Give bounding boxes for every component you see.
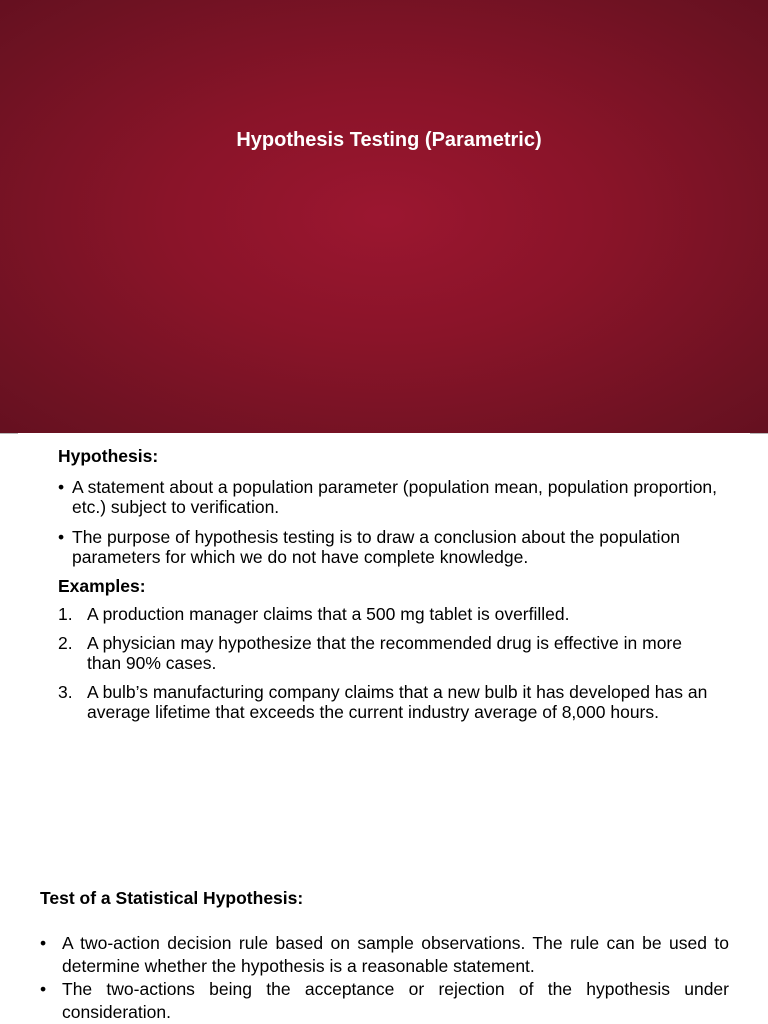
title-slide — [0, 0, 768, 433]
hypothesis-section — [58, 446, 718, 723]
bullet-icon: • — [40, 933, 47, 953]
test-bullet — [40, 978, 729, 1024]
example-text: A production manager claims that a 500 mg tablet is overfilled. — [87, 604, 570, 624]
example-text: A physician may hypothesize that the recommended drug is effective in more than 90% cases. — [87, 632, 682, 673]
example-number: 1. — [58, 604, 73, 624]
examples-heading: Examples: — [58, 575, 146, 596]
slide-divider-left — [0, 433, 18, 434]
slide-divider-right — [750, 433, 768, 434]
example-item — [58, 604, 718, 625]
hypothesis-bullet — [58, 527, 718, 568]
example-number: 3. — [58, 681, 73, 702]
hypothesis-bullet — [58, 477, 718, 518]
test-bullet — [40, 932, 729, 978]
bullet-icon: • — [58, 476, 65, 497]
bullet-text: A two-action decision rule based on sample observations. The rule can be used to determine whether the hypothesis is a reasonable statement. — [62, 933, 729, 976]
example-text: A bulb’s manufacturing company claims that a new bulb it has developed has an average lifetime that exceeds the current industry average of 8,000 hours. — [87, 681, 708, 722]
bullet-text: The two-actions being the acceptance or rejection of the hypothesis under consideration. — [62, 979, 729, 1022]
example-number: 2. — [58, 632, 73, 653]
bullet-icon: • — [40, 979, 47, 999]
bullet-text: The purpose of hypothesis testing is to draw a conclusion about the population parameters for which we do not have complete knowledge. — [72, 526, 681, 567]
bullet-icon: • — [58, 526, 65, 547]
hypothesis-heading: Hypothesis: — [58, 446, 159, 466]
test-heading: Test of a Statistical Hypothesis: — [40, 888, 304, 908]
slide-title: Hypothesis Testing (Parametric) — [236, 129, 542, 151]
bullet-text: A statement about a population parameter (population mean, population proportion, etc.) subject to verification. — [72, 476, 718, 517]
example-item — [58, 633, 718, 674]
example-item — [58, 682, 718, 723]
test-section — [40, 887, 729, 1024]
